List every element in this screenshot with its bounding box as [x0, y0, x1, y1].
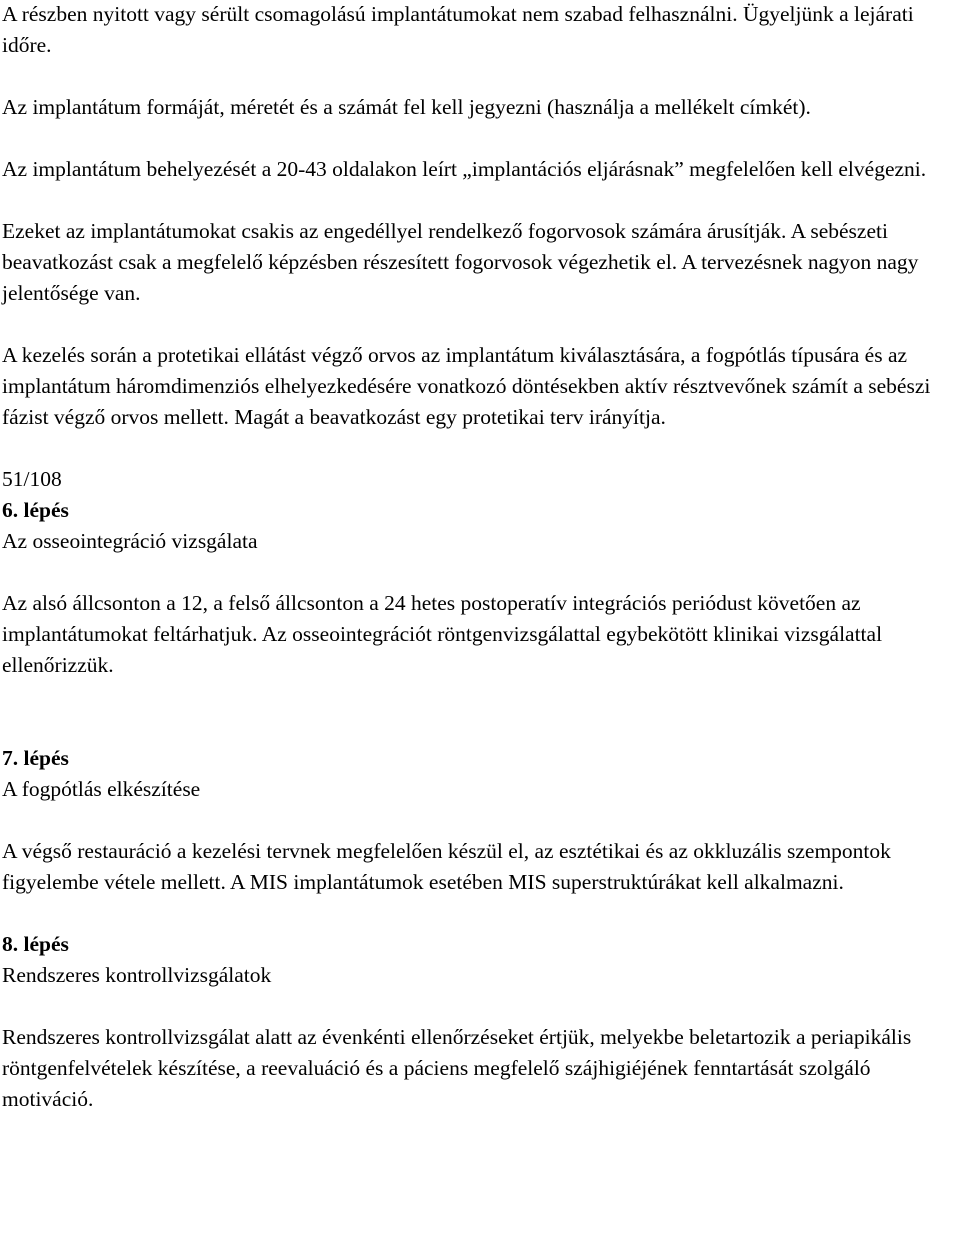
step-8-section [2, 929, 952, 1115]
paragraph-sales-restriction: Ezeket az implantátumokat csakis az engedéllyel rendelkező fogorvosok számára árusítják. A sebészeti beavatkozást csak a megfelelő képzésben részesített fogorvosok végezhetik el. A tervezésnek nagyon nagy jelentősége van. [2, 219, 919, 305]
step-7-title: A fogpótlás elkészítése [2, 777, 201, 801]
step-6-body: Az alsó állcsonton a 12, a felső állcsonton a 24 hetes postoperatív integrációs periódust követően az implantátumokat feltárhatjuk. Az osseointegrációt röntgenvizsgálattal egybekötött klinikai vizsgálattal ellenőrizzük. [2, 591, 883, 677]
step-7-section [2, 743, 952, 898]
page-number: 51/108 [2, 467, 62, 491]
step-8-heading: 8. lépés [2, 932, 69, 956]
step-6-title: Az osseointegráció vizsgálata [2, 529, 258, 553]
step-6-heading: 6. lépés [2, 498, 69, 522]
paragraph-record-implant: Az implantátum formáját, méretét és a számát fel kell jegyezni (használja a mellékelt címkét). [2, 95, 811, 119]
paragraph-packaging-warning: A részben nyitott vagy sérült csomagolású implantátumokat nem szabad felhasználni. Ügyeljünk a lejárati időre. [2, 2, 914, 57]
document-page [2, 0, 952, 1115]
paragraph-implantation-procedure: Az implantátum behelyezését a 20-43 oldalakon leírt „implantációs eljárásnak” megfelelően kell elvégezni. [2, 157, 927, 181]
paragraph-prosthetic-planning: A kezelés során a protetikai ellátást végző orvos az implantátum kiválasztására, a fogpótlás típusára és az implantátum háromdimenziós elhelyezkedésére vonatkozó döntésekben aktív résztvevőnek számít a sebészi fázist végző orvos mellett. Magát a beavatkozást egy protetikai terv irányítja. [2, 343, 931, 429]
step-7-heading: 7. lépés [2, 746, 69, 770]
step-6-section [2, 495, 952, 681]
step-7-body: A végső restauráció a kezelési tervnek megfelelően készül el, az esztétikai és az okkluzális szempontok figyelembe vétele mellett. A MIS implantátumok esetében MIS superstruktúrákat kell alkalmazni. [2, 839, 891, 894]
step-8-body: Rendszeres kontrollvizsgálat alatt az évenkénti ellenőrzéseket értjük, melyekbe beletartozik a periapikális röntgenfelvételek készítése, a reevaluáció és a páciens megfelelő szájhigiéjének fenntartását szolgáló motiváció. [2, 1025, 912, 1111]
step-8-title: Rendszeres kontrollvizsgálatok [2, 963, 272, 987]
